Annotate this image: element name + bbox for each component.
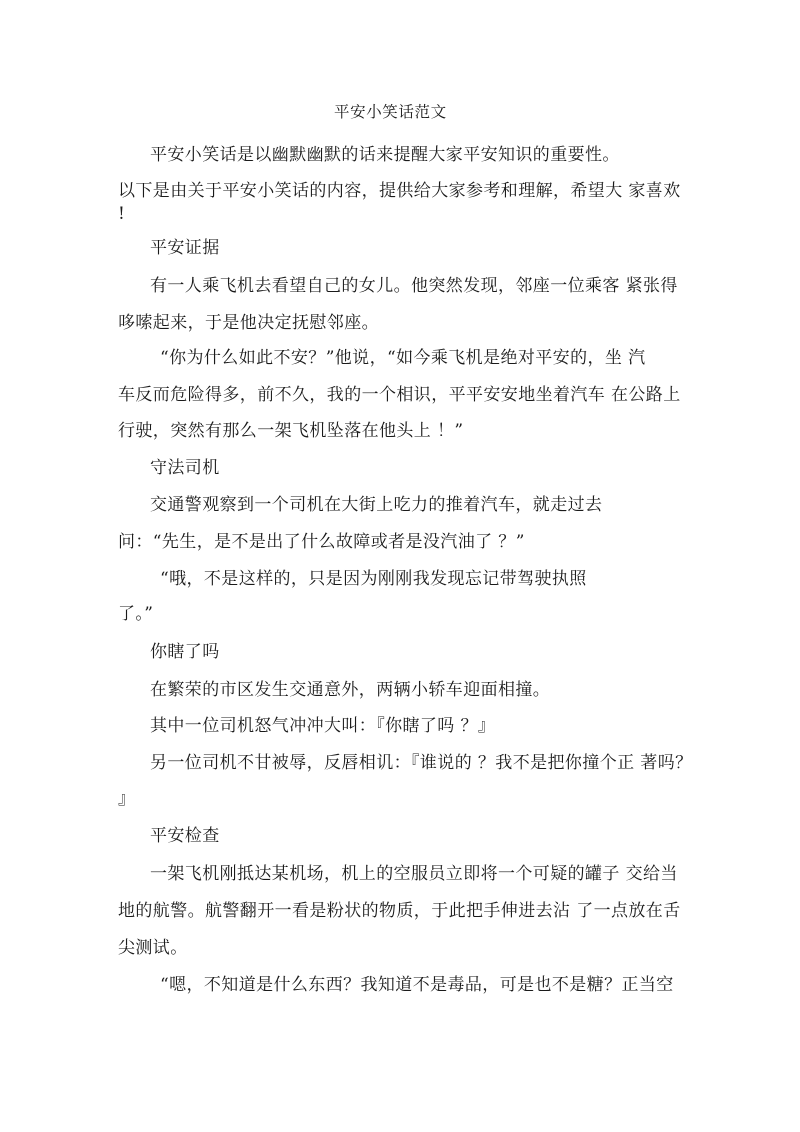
paragraph-line: 行驶，突然有那么一架飞机坠落在他头上 ！” xyxy=(118,421,464,441)
paragraph-line: “你为什么如此不安？”他说，“如今乘飞机是绝对平安的，坐 汽 xyxy=(160,348,646,368)
paragraph-line: 』 xyxy=(118,789,136,809)
paragraph-line: 尖测试。 xyxy=(118,938,188,958)
paragraph-line: 问：“先生，是不是出了什么故障或者是没汽油了 ？” xyxy=(118,532,525,552)
paragraph-line: 另一位司机不甘被辱，反唇相讥：『谁说的 ？我不是把你撞个正 著吗？ xyxy=(150,753,693,773)
section-heading: 守法司机 xyxy=(150,458,220,478)
document-title: 平安小笑话范文 xyxy=(334,103,447,121)
paragraph-line: “嗯，不知道是什么东西？我知道不是毒品，可是也不是糖？正当空 xyxy=(160,975,674,995)
section-heading: 平安检查 xyxy=(150,826,220,846)
paragraph-line: 一架飞机刚抵达某机场，机上的空服员立即将一个可疑的罐子 交给当 xyxy=(150,864,678,884)
paragraph-line: 地的航警。航警翻开一看是粉状的物质，于此把手伸进去沾 了一点放在舌 xyxy=(118,901,681,921)
intro-line: 以下是由关于平安小笑话的内容，提供给大家参考和理解，希望大 家喜欢 xyxy=(118,181,681,201)
paragraph-line: 哆嗦起来，于是他决定抚慰邻座。 xyxy=(118,313,379,333)
paragraph-line: “哦，不是这样的，只是因为刚刚我发现忘记带驾驶执照 xyxy=(160,569,587,589)
section-heading: 平安证据 xyxy=(150,238,220,258)
paragraph-line: 了。” xyxy=(118,604,154,624)
paragraph-line: 在繁荣的市区发生交通意外，两辆小轿车迎面相撞。 xyxy=(150,680,551,700)
paragraph-line: 其中一位司机怒气冲冲大叫：『你瞎了吗 ？』 xyxy=(150,716,496,736)
intro-line: ! xyxy=(118,204,126,224)
section-heading: 你瞎了吗 xyxy=(150,642,220,662)
paragraph-line: 车反而危险得多，前不久，我的一个相识，平平安安地坐着汽车 在公路上 xyxy=(118,385,681,405)
intro-line: 平安小笑话是以幽默幽默的话来提醒大家平安知识的重要性。 xyxy=(150,145,620,165)
paragraph-line: 有一人乘飞机去看望自己的女儿。他突然发现，邻座一位乘客 紧张得 xyxy=(150,276,678,296)
paragraph-line: 交通警观察到一个司机在大街上吃力的推着汽车，就走过去 xyxy=(150,495,603,515)
